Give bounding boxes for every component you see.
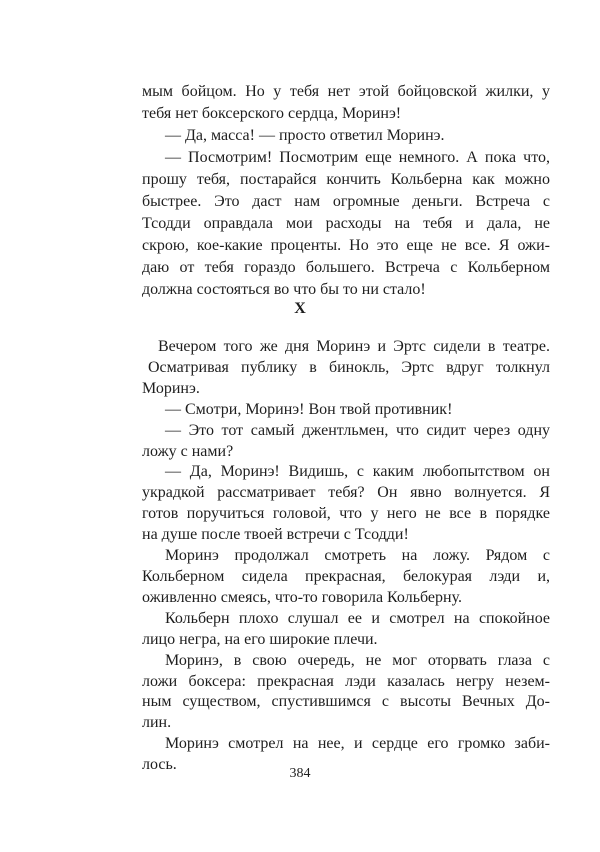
text-line: ложи боксера: прекрасная лэди казалась негру незем- xyxy=(142,672,550,690)
text-line: быстрее. Это даст нам огромные деньги. Встреча с xyxy=(142,193,550,210)
text-line: Осматривая публику в бинокль, Эртс вдруг толкнул xyxy=(148,358,550,376)
text-line: тебя нет боксерского сердца, Моринэ! xyxy=(142,105,402,122)
page-number: 384 xyxy=(289,766,311,781)
text-line: даю от тебя гораздо большего. Встреча с Кольберном xyxy=(142,259,550,276)
text-line: мым бойцом. Но у тебя нет этой бойцовской жилки, у xyxy=(142,83,550,100)
text-line: Тсодди оправдала мои расходы на тебя и дала, не xyxy=(142,215,550,232)
text-line: должна состояться во что бы то ни стало! xyxy=(142,281,426,298)
text-line: Моринэ, в свою очередь, не мог оторвать глаза с xyxy=(165,651,550,669)
text-line: готов поручиться головой, что у него не все в порядке xyxy=(142,505,550,523)
text-line: Моринэ. xyxy=(142,379,200,397)
text-line: Вечером того же дня Моринэ и Эртс сидели в театре. xyxy=(158,338,550,355)
text-line: Кольберн плохо слушал ее и смотрел на спокойное xyxy=(165,609,550,627)
text-line: — Посмотрим! Посмотрим еще немного. А пока что, xyxy=(165,149,550,166)
text-block-before-chapter xyxy=(142,81,550,301)
text-line: Моринэ смотрел на нее, и сердце его громко заби- xyxy=(165,735,550,753)
text-block-chapter xyxy=(142,337,550,776)
text-line: — Да, масса! — просто ответил Моринэ. xyxy=(165,127,445,144)
text-line: на душе после твоей встречи с Тсодди! xyxy=(142,526,409,544)
text-line: украдкой рассматривает тебя? Он явно волнуется. Я xyxy=(142,484,550,502)
text-line: — Смотри, Моринэ! Вон твой противник! xyxy=(165,400,453,418)
text-line: лицо негра, на его широкие плечи. xyxy=(142,630,378,648)
text-line: — Это тот самый джентльмен, что сидит через одну xyxy=(165,421,550,439)
text-line: оживленно смеясь, что-то говорила Кольберну. xyxy=(142,588,462,606)
text-line: Моринэ продолжал смотреть на ложу. Рядом с xyxy=(165,547,550,565)
text-line: лось. xyxy=(142,756,177,774)
text-line: ным существом, спустившимся с высоты Вечных До- xyxy=(142,693,550,711)
chapter-heading: X xyxy=(294,300,306,317)
text-line: Кольберном сидела прекрасная, белокурая лэди и, xyxy=(142,567,550,585)
text-line: — Да, Моринэ! Видишь, с каким любопытством он xyxy=(165,463,550,481)
text-line: скрою, кое-какие проценты. Но это еще не все. Я ожи- xyxy=(142,237,550,254)
text-line: лин. xyxy=(142,714,172,732)
text-line: ложу с нами? xyxy=(142,442,234,460)
text-line: прошу тебя, постарайся кончить Кольберна как можно xyxy=(142,171,550,188)
